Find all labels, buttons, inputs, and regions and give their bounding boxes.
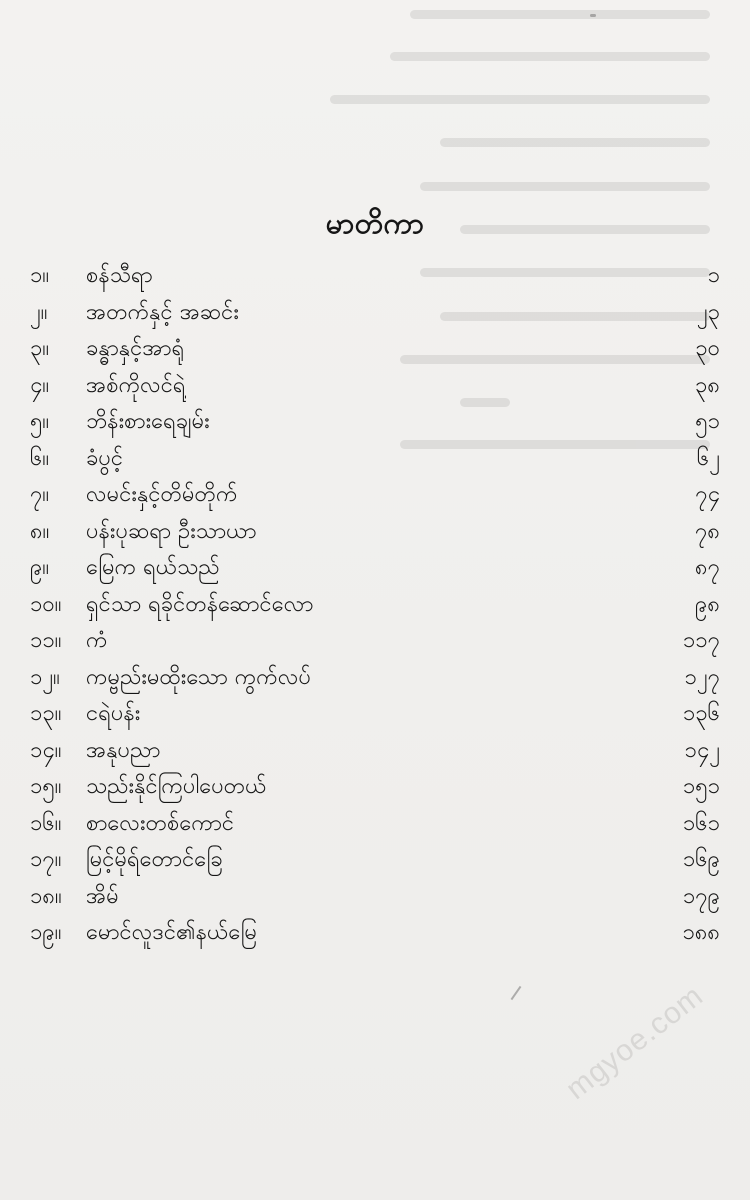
entry-number: ၁၄။ <box>30 737 62 763</box>
entry-title: စန်သီရာ <box>86 263 153 288</box>
ink-speck <box>511 986 522 1000</box>
entry-number: ၁၀။ <box>30 591 62 617</box>
entry-title: ခန္ဓာနှင့်အာရုံ <box>86 336 185 361</box>
entry-page: ၃၀ <box>695 336 720 361</box>
entry-page: ၃၈ <box>695 372 720 398</box>
entry-page: ၁၃၆ <box>682 701 720 726</box>
entry-title: ခံပွင့် <box>86 445 124 471</box>
entry-page: ၇၈ <box>695 518 720 544</box>
toc-entry <box>30 696 720 733</box>
entry-number: ၈။ <box>30 518 50 544</box>
entry-page: ၂၃ <box>696 299 720 325</box>
entry-number: ၆။ <box>30 445 50 471</box>
entry-number: ၅။ <box>30 409 50 434</box>
entry-number: ၄။ <box>30 372 50 398</box>
entry-title: ဘိန်းစားရေချမ်း <box>86 409 210 434</box>
entry-title: ကမ္ဗည်းမထိုးသော ကွက်လပ် <box>86 664 311 690</box>
toc-entry <box>30 769 720 806</box>
entry-title: ပန်းပုဆရာ ဦးသာယာ <box>86 518 257 544</box>
entry-title: စာလေးတစ်ကောင် <box>86 810 235 836</box>
toc-entry <box>30 550 720 587</box>
toc-entry <box>30 842 720 879</box>
entry-page: ၈၇ <box>695 555 720 580</box>
entry-number: ၁၉။ <box>30 920 62 945</box>
entry-title: အနုပညာ <box>86 737 161 763</box>
toc-entry <box>30 368 720 405</box>
toc-entry <box>30 477 720 514</box>
entry-page: ၉၈ <box>695 591 720 617</box>
toc-entry <box>30 660 720 697</box>
entry-page: ၆၂ <box>696 445 720 471</box>
entry-page: ၅၁ <box>695 409 720 434</box>
entry-number: ၁၇။ <box>30 847 62 872</box>
entry-title: ရှင်သာ ရခိုင်တန်ဆောင်လော <box>86 591 314 617</box>
entry-title: ငရဲပန်း <box>86 701 141 726</box>
entry-page: ၁ <box>707 263 720 288</box>
entry-page: ၁၆၉ <box>682 847 720 872</box>
entry-title: အစ်ကိုလင်ရဲ့ <box>86 372 186 398</box>
entry-page: ၁၆၁ <box>682 810 720 836</box>
table-of-contents <box>30 258 720 952</box>
toc-entry <box>30 623 720 660</box>
entry-page: ၁၄၂ <box>684 737 720 763</box>
entry-number: ၉။ <box>30 555 50 580</box>
toc-entry <box>30 258 720 295</box>
entry-title: ကံ <box>86 628 108 653</box>
ink-speck <box>590 14 596 17</box>
entry-title: လမင်းနှင့်တိမ်တိုက် <box>86 482 238 507</box>
toc-entry <box>30 404 720 441</box>
entry-page: ၁၁၇ <box>682 628 720 653</box>
entry-title: အိမ် <box>86 883 119 909</box>
toc-entry <box>30 587 720 624</box>
entry-page: ၁၈၈ <box>682 920 720 945</box>
entry-title: မောင်လူဒင်၏နယ်မြေ <box>86 920 258 945</box>
toc-entry <box>30 806 720 843</box>
entry-page: ၁၇၉ <box>682 883 720 909</box>
toc-entry <box>30 733 720 770</box>
toc-entry <box>30 295 720 332</box>
entry-number: ၁။ <box>30 263 50 288</box>
watermark: mgyoe.com <box>560 978 710 1107</box>
entry-number: ၁၆။ <box>30 810 62 836</box>
page-title: မာတိကာ <box>325 206 425 240</box>
entry-number: ၃။ <box>30 336 50 361</box>
entry-number: ၁၃။ <box>30 701 62 726</box>
toc-entry <box>30 879 720 916</box>
toc-entry <box>30 915 720 952</box>
entry-number: ၁၁။ <box>30 628 62 653</box>
entry-number: ၁၅။ <box>30 774 62 799</box>
entry-page: ၇၄ <box>695 482 720 507</box>
entry-page: ၁၅၁ <box>682 774 720 799</box>
entry-title: အတက်နှင့် အဆင်း <box>86 299 239 325</box>
entry-title: သည်းနိုင်ကြပါပေတယ် <box>86 774 267 799</box>
entry-title: မြေက ရယ်သည် <box>86 555 220 580</box>
entry-title: မြင့်မိုရ်တောင်ခြေ <box>86 847 223 872</box>
entry-page: ၁၂၇ <box>684 664 720 690</box>
toc-entry <box>30 331 720 368</box>
entry-number: ၇။ <box>30 482 50 507</box>
toc-entry <box>30 441 720 478</box>
entry-number: ၁၂။ <box>30 664 60 690</box>
toc-entry <box>30 514 720 551</box>
entry-number: ၁၈။ <box>30 883 62 909</box>
entry-number: ၂။ <box>30 299 48 325</box>
